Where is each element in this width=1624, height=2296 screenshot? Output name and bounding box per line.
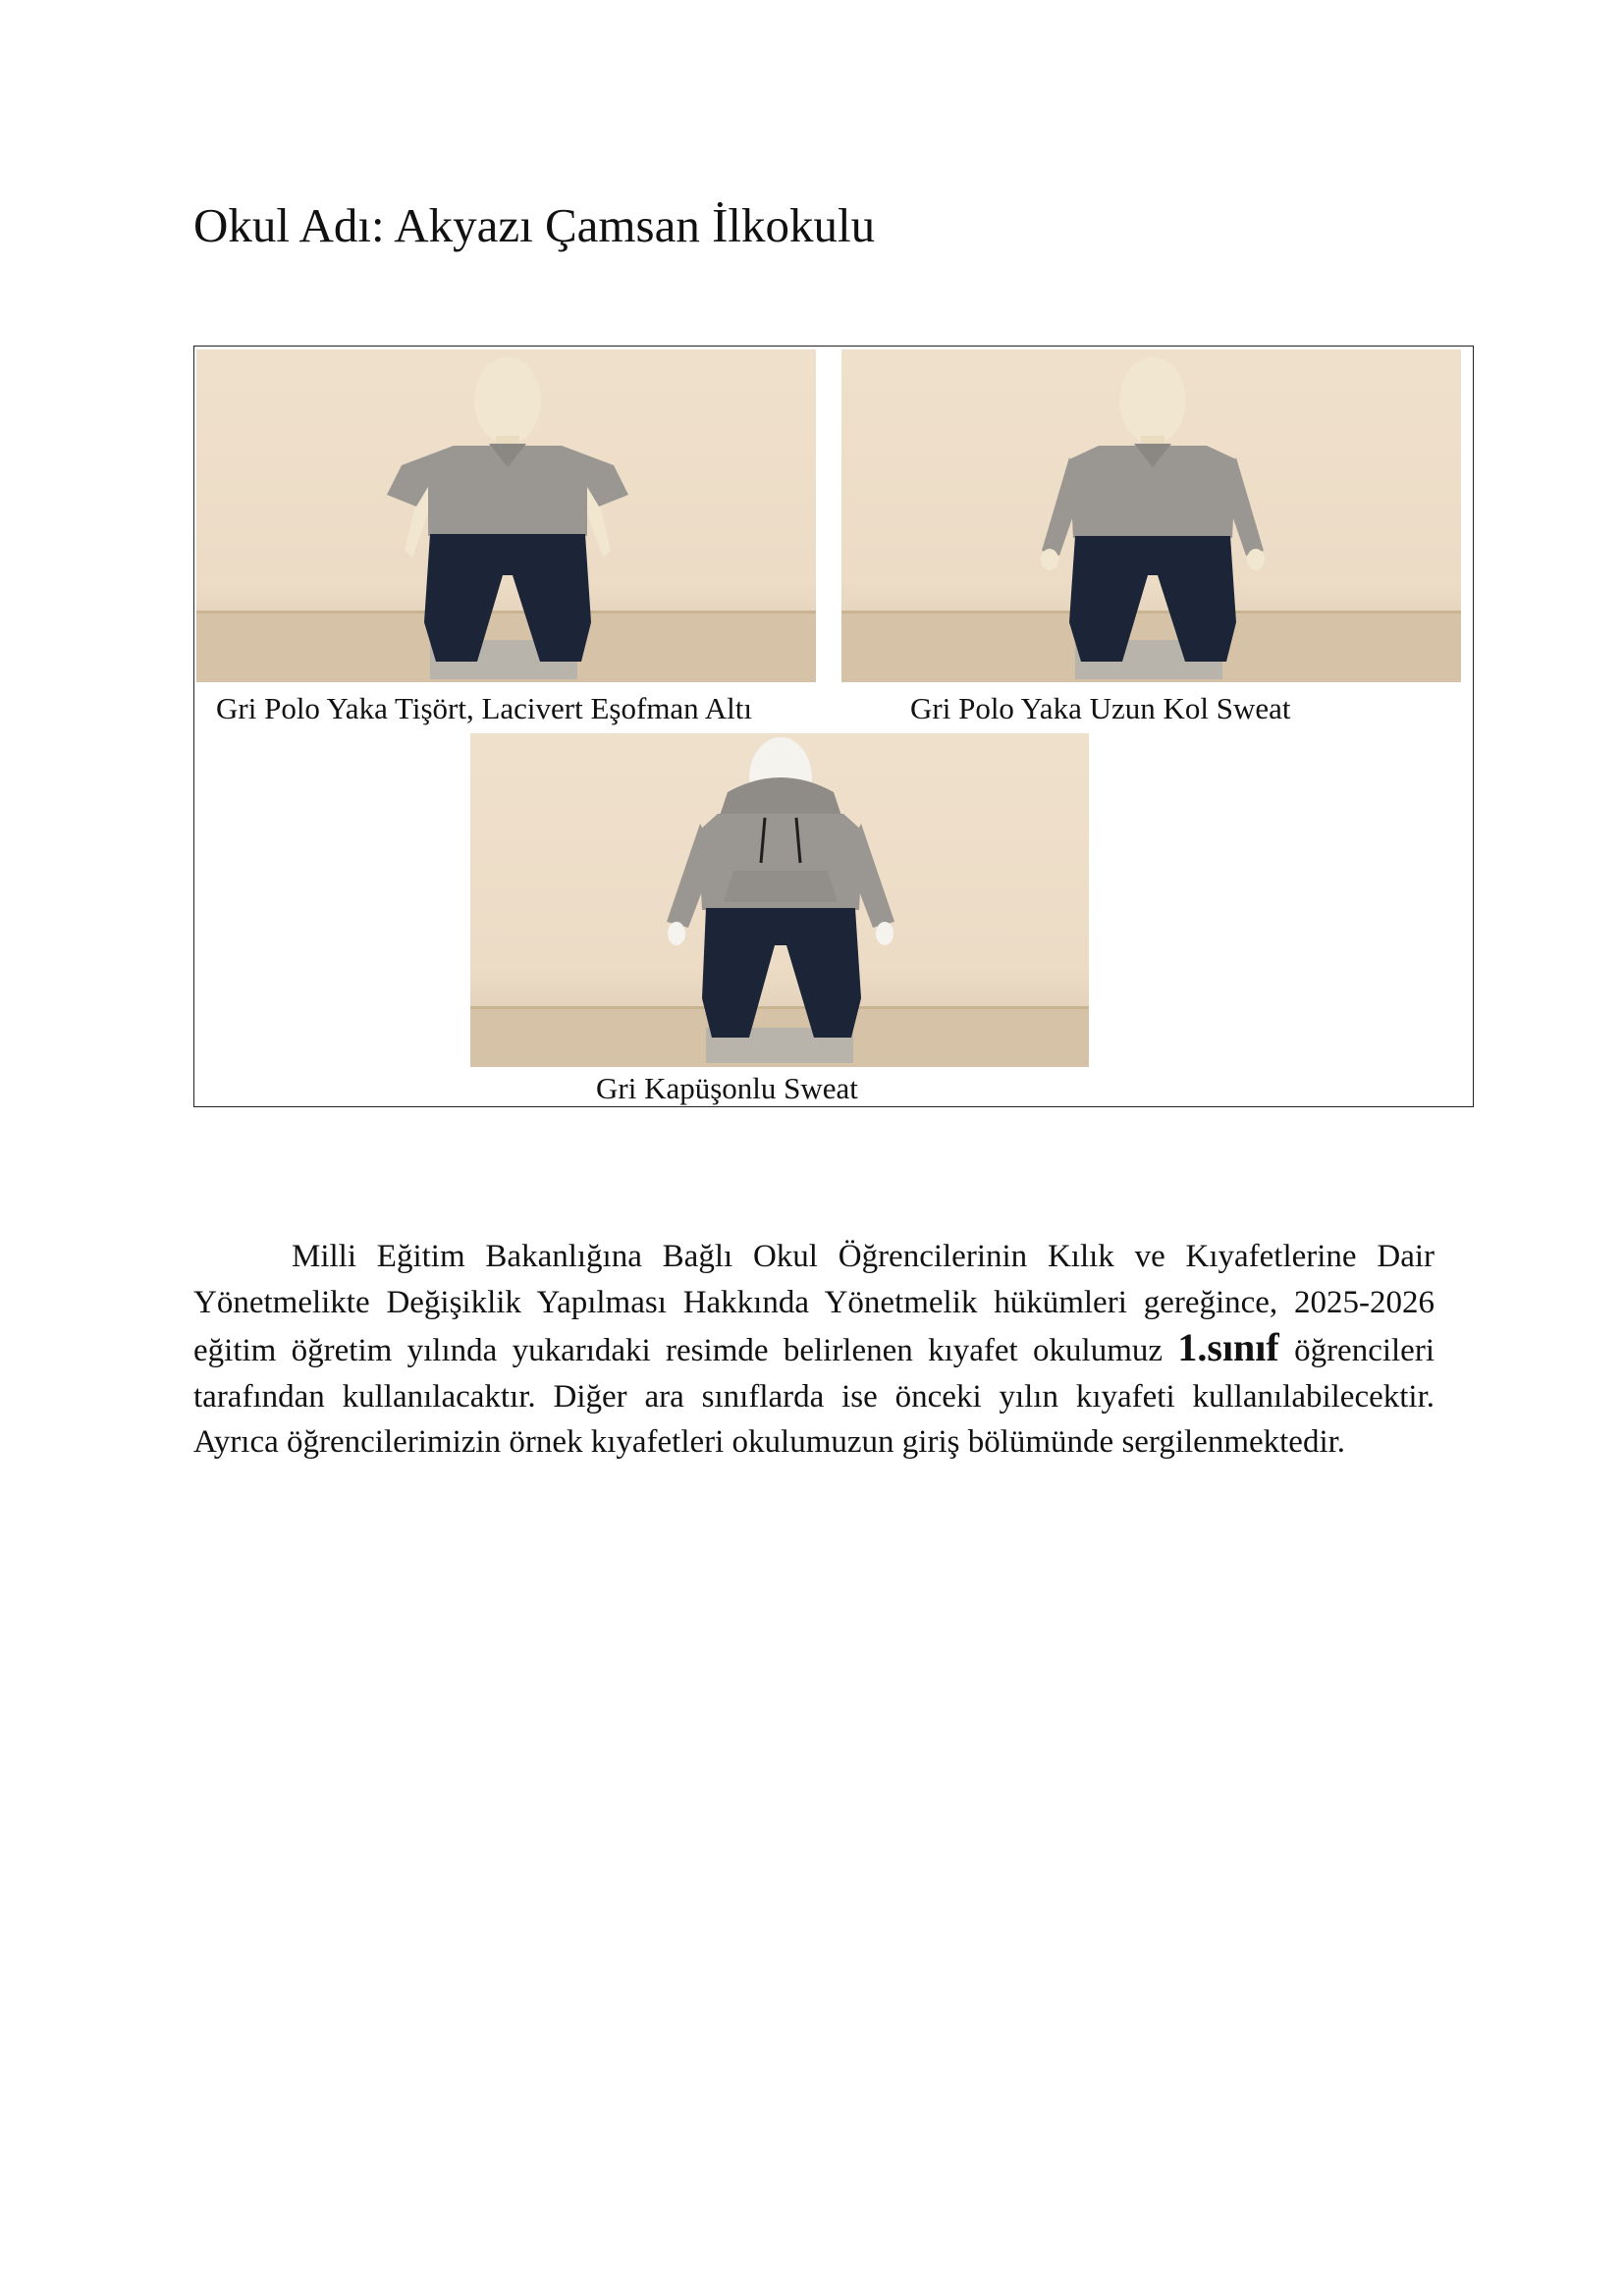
uniform-photo-hoodie: [470, 733, 1089, 1067]
uniform-notice-paragraph: [193, 1234, 1435, 1466]
paragraph-grade-highlight: 1.sınıf: [1177, 1325, 1279, 1369]
mannequin-short-sleeve-image: [196, 349, 816, 682]
uniform-photo-frame: [193, 346, 1474, 1107]
paragraph-text-part1: Milli Eğitim Bakanlığına Bağlı Okul Öğrencilerinin Kılık ve Kıyafetlerine Dair Yönetmelikte Değişiklik Yapılması Hakkında Yönetmelik hükümleri gereğince, 2025-2026 eğitim öğretim yılında yukarıdaki resimde belirlenen kıyafet okulumuz: [193, 1239, 1435, 1368]
uniform-photo-polo-tshirt: [196, 349, 816, 682]
caption-polo-tshirt: Gri Polo Yaka Tişört, Lacivert Eşofman Altı: [216, 691, 752, 725]
caption-hoodie: Gri Kapüşonlu Sweat: [596, 1071, 858, 1105]
mannequin-hoodie-image: [470, 733, 1089, 1067]
mannequin-long-sleeve-image: [841, 349, 1461, 682]
uniform-photo-long-sleeve-sweat: [841, 349, 1461, 682]
paragraph-text-part2: öğrencileri tarafından kullanılacaktır. Diğer ara sınıflarda ise önceki yılın kıyafeti kullanılabilecektir. Ayrıca öğrencilerimizin örnek kıyafetleri okulumuzun giriş bölümünde sergilenmektedir.: [193, 1333, 1435, 1460]
page-title: Okul Adı: Akyazı Çamsan İlkokulu: [193, 198, 876, 252]
caption-long-sleeve-sweat: Gri Polo Yaka Uzun Kol Sweat: [910, 691, 1291, 725]
